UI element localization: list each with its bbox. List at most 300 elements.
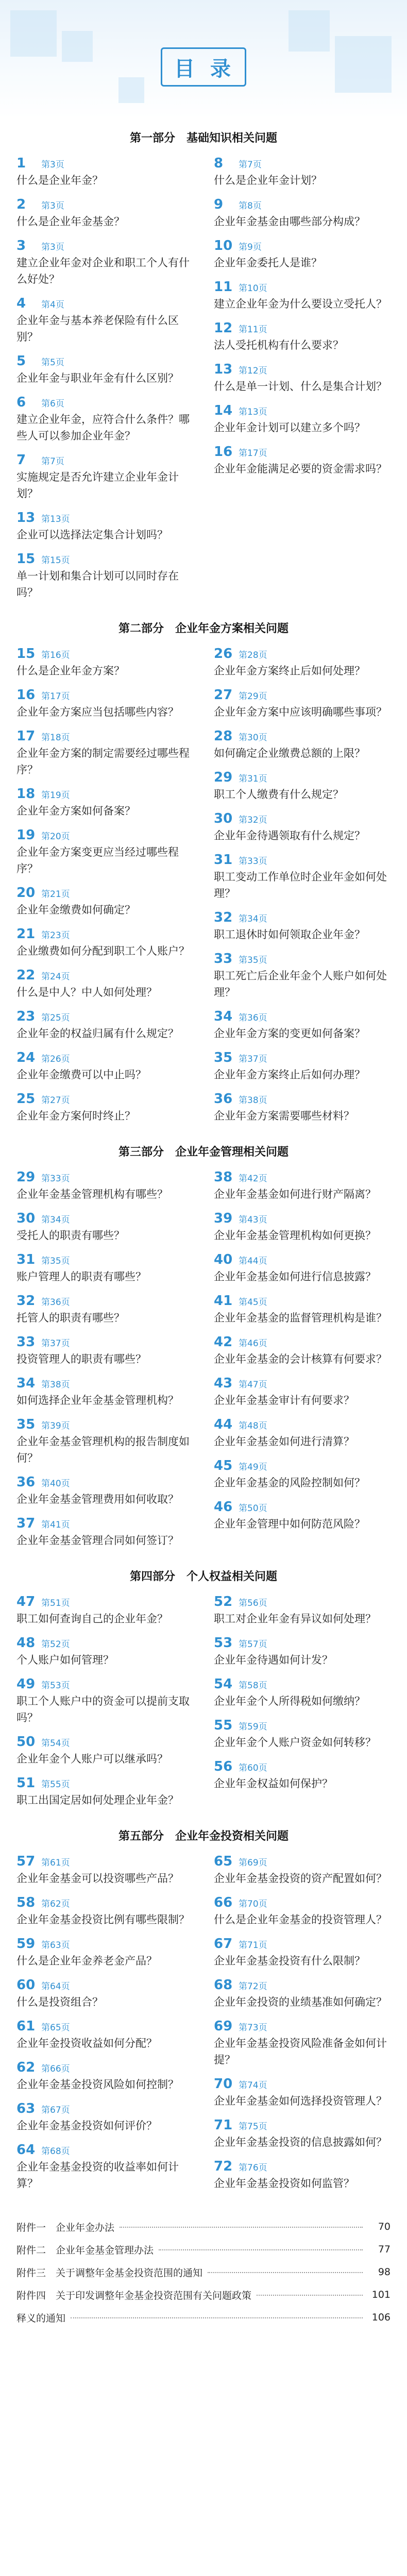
- question-text: 企业缴费如何分配到职工个人账户？: [16, 945, 190, 957]
- toc-item[interactable]: [214, 811, 391, 844]
- question-text: 企业年金投资的业绩基准如何确定？: [214, 1996, 387, 2008]
- toc-item[interactable]: [16, 2019, 193, 2052]
- appendix-item[interactable]: [16, 2238, 391, 2261]
- question-number: 24: [16, 1050, 36, 1065]
- toc-item[interactable]: [214, 1635, 391, 1668]
- question-text: 企业年金基金投资的资产配置如何？: [214, 1872, 387, 1885]
- toc-item-header: [214, 1718, 391, 1733]
- page-reference: 第63页: [41, 1940, 70, 1951]
- leader-dots: [208, 2272, 363, 2273]
- question-text: 企业年金方案终止后如何办理？: [214, 1069, 365, 1081]
- header-banner: [0, 0, 407, 118]
- appendix-item[interactable]: [16, 2215, 391, 2238]
- question-number: 57: [16, 1854, 36, 1869]
- toc-item[interactable]: [214, 444, 391, 477]
- toc-item[interactable]: [16, 1211, 193, 1244]
- question-text: 企业年金待遇如何计发？: [214, 1654, 333, 1666]
- toc-item[interactable]: [16, 786, 193, 819]
- toc-item-header: [16, 2060, 193, 2075]
- toc-item[interactable]: [214, 728, 391, 761]
- toc-item-header: [214, 1211, 391, 1226]
- toc-item[interactable]: [214, 1334, 391, 1367]
- question-number: 31: [214, 852, 233, 868]
- appendix-item[interactable]: [16, 2306, 391, 2329]
- question-number: 5: [16, 353, 26, 369]
- question-text: 企业年金基金管理费用如何收取？: [16, 1493, 179, 1505]
- page-reference: 第3页: [41, 160, 64, 170]
- toc-item[interactable]: [214, 1594, 391, 1627]
- page-reference: 第37页: [239, 1054, 267, 1064]
- toc-item[interactable]: [16, 1895, 193, 1928]
- question-number: 29: [214, 770, 233, 785]
- question-text: 企业年金基金管理合同如何签订？: [16, 1534, 179, 1547]
- toc-item[interactable]: [16, 926, 193, 959]
- toc-item-header: [16, 1734, 193, 1750]
- toc-item[interactable]: [16, 1775, 193, 1808]
- toc-item-header: [214, 1676, 391, 1692]
- toc-item-header: [16, 1475, 193, 1490]
- toc-item[interactable]: [16, 1676, 193, 1726]
- toc-item[interactable]: [16, 885, 193, 918]
- toc-item[interactable]: [16, 296, 193, 345]
- question-number: 72: [214, 2159, 233, 2174]
- toc-item[interactable]: [16, 827, 193, 877]
- toc-item[interactable]: [16, 968, 193, 1001]
- question-number: 15: [16, 551, 36, 567]
- toc-item[interactable]: [214, 2159, 391, 2192]
- question-number: 65: [214, 1854, 233, 1869]
- question-text: 企业年金基金投资如何评价？: [16, 2120, 157, 2132]
- question-text: 企业年金基金投资风险如何控制？: [16, 2078, 179, 2091]
- toc-item[interactable]: [214, 1050, 391, 1083]
- question-text: 企业年金基金由哪些部分构成？: [214, 215, 365, 228]
- toc-item[interactable]: [214, 687, 391, 720]
- page-reference: 第30页: [239, 733, 267, 743]
- page-reference: 第34页: [41, 1215, 70, 1225]
- toc-item[interactable]: [214, 1293, 391, 1326]
- question-text: 企业年金方案应当包括哪些内容？: [16, 706, 179, 718]
- question-text: 账户管理人的职责有哪些？: [16, 1270, 146, 1283]
- section-grid: [0, 1854, 407, 2200]
- toc-item[interactable]: [16, 1009, 193, 1042]
- question-text: 企业年金的权益归属有什么规定？: [16, 1027, 179, 1040]
- toc-item[interactable]: [16, 1977, 193, 2010]
- toc-item[interactable]: [214, 197, 391, 230]
- page-reference: 第3页: [41, 242, 64, 252]
- decor-square: [289, 10, 330, 52]
- question-number: 3: [16, 238, 26, 253]
- toc-item-header: [214, 2117, 391, 2133]
- question-text: 什么是企业年金养老金产品？: [16, 1955, 157, 1967]
- toc-item-header: [16, 786, 193, 802]
- question-number: 54: [214, 1676, 233, 1692]
- question-number: 33: [214, 951, 233, 967]
- question-text: 企业年金权益如何保护？: [214, 1777, 333, 1790]
- question-text: 企业年金基金审计有何要求？: [214, 1394, 354, 1406]
- toc-item[interactable]: [214, 852, 391, 902]
- toc-item[interactable]: [214, 1759, 391, 1792]
- page-reference: 第71页: [239, 1940, 267, 1951]
- toc-item[interactable]: [214, 1977, 391, 2010]
- question-text: 职工如何查询自己的企业年金？: [16, 1613, 168, 1625]
- question-number: 8: [214, 156, 224, 171]
- page-reference: 第11页: [239, 325, 267, 335]
- toc-item[interactable]: [214, 279, 391, 312]
- toc-item-header: [16, 1977, 193, 1993]
- question-text: 企业年金待遇领取有什么规定？: [214, 829, 365, 842]
- section-grid: [0, 156, 407, 609]
- question-text: 职工死亡后企业年金个人账户如何处理？: [214, 970, 387, 998]
- question-text: 企业年金方案如何备案？: [16, 805, 135, 817]
- toc-item[interactable]: [16, 646, 193, 679]
- page-reference: 第17页: [239, 448, 267, 459]
- toc-item[interactable]: [16, 156, 193, 189]
- question-text: 企业年金基金管理机构的报告制度如何？: [16, 1435, 190, 1464]
- toc-item[interactable]: [16, 238, 193, 287]
- page-reference: 第55页: [41, 1780, 70, 1790]
- toc-item[interactable]: [16, 1050, 193, 1083]
- toc-item[interactable]: [16, 2060, 193, 2093]
- question-text: 企业年金基金可以投资哪些产品？: [16, 1872, 179, 1885]
- page-reference: 第10页: [239, 283, 267, 294]
- question-number: 27: [214, 687, 233, 703]
- question-text: 企业年金基金如何选择投资管理人？: [214, 2095, 387, 2107]
- toc-item-header: [16, 827, 193, 843]
- page-reference: 第21页: [41, 889, 70, 900]
- question-text: 建立企业年金为什么要设立受托人？: [214, 298, 387, 310]
- toc-item[interactable]: [214, 1458, 391, 1491]
- toc-item-header: [214, 362, 391, 377]
- toc-item-header: [214, 1635, 391, 1651]
- question-number: 11: [214, 279, 233, 295]
- toc-item[interactable]: [16, 1170, 193, 1202]
- question-number: 34: [16, 1376, 36, 1391]
- appendix-label: 附件一 企业年金办法: [16, 2222, 115, 2233]
- question-text: 实施规定是否允许建立企业年金计划？: [16, 471, 179, 500]
- page-reference: 第4页: [41, 300, 64, 310]
- toc-item-header: [214, 1417, 391, 1432]
- toc-item[interactable]: [16, 452, 193, 502]
- page-reference: 第42页: [239, 1174, 267, 1184]
- toc-item-header: [16, 2019, 193, 2034]
- question-text: 企业年金与职业年金有什么区别？: [16, 372, 179, 384]
- toc-item-header: [214, 238, 391, 253]
- question-text: 如何确定企业缴费总额的上限？: [214, 747, 365, 759]
- question-text: 企业年金基金如何进行清算？: [214, 1435, 354, 1448]
- toc-item[interactable]: [214, 1211, 391, 1244]
- page-reference: 第51页: [41, 1598, 70, 1608]
- question-text: 企业年金委托人是谁？: [214, 257, 322, 269]
- page-reference: 第3页: [41, 201, 64, 211]
- toc-item[interactable]: [16, 1635, 193, 1668]
- question-number: 17: [16, 728, 36, 744]
- toc-item-header: [16, 1895, 193, 1910]
- question-number: 61: [16, 2019, 36, 2034]
- toc-item[interactable]: [214, 1499, 391, 1532]
- page-reference: 第20页: [41, 832, 70, 842]
- toc-item[interactable]: [16, 2101, 193, 2134]
- toc-item-header: [16, 197, 193, 212]
- page-reference: 第74页: [239, 2080, 267, 2091]
- toc-item-header: [16, 1376, 193, 1391]
- question-text: 企业年金管理中如何防范风险？: [214, 1518, 365, 1530]
- toc-item[interactable]: [16, 1854, 193, 1887]
- toc-item-header: [214, 1759, 391, 1774]
- toc-item[interactable]: [16, 1516, 193, 1549]
- toc-item[interactable]: [214, 2076, 391, 2109]
- toc-item-header: [214, 1091, 391, 1107]
- question-text: 企业年金基金管理机构如何更换？: [214, 1229, 376, 1242]
- question-text: 企业年金缴费可以中止吗？: [16, 1069, 146, 1081]
- toc-item[interactable]: [214, 646, 391, 679]
- toc-item-header: [16, 551, 193, 567]
- toc-item[interactable]: [16, 1091, 193, 1124]
- toc-item-header: [16, 1594, 193, 1609]
- question-number: 32: [16, 1293, 36, 1309]
- toc-item[interactable]: [214, 1718, 391, 1751]
- toc-item[interactable]: [16, 1417, 193, 1466]
- question-number: 14: [214, 403, 233, 418]
- toc-item-header: [214, 1050, 391, 1065]
- question-number: 46: [214, 1499, 233, 1515]
- question-text: 职工对企业年金有异议如何处理？: [214, 1613, 376, 1625]
- toc-item[interactable]: [16, 1594, 193, 1627]
- question-number: 18: [16, 786, 36, 802]
- page-reference: 第49页: [239, 1462, 267, 1472]
- toc-item[interactable]: [16, 510, 193, 543]
- section-header: 第二部分 企业年金方案相关问题: [118, 622, 289, 635]
- toc-item[interactable]: [16, 1376, 193, 1409]
- toc-item-header: [16, 1170, 193, 1185]
- appendix-label: 附件三 关于调整年金基金投资范围的通知: [16, 2267, 203, 2279]
- toc-item[interactable]: [214, 362, 391, 395]
- page-reference: 第75页: [239, 2122, 267, 2132]
- page-reference: 第31页: [239, 774, 267, 784]
- page-reference: 第17页: [41, 691, 70, 702]
- toc-item-header: [16, 926, 193, 942]
- page-reference: 第34页: [239, 914, 267, 924]
- toc-item[interactable]: [214, 1009, 391, 1042]
- right-column: [214, 1170, 391, 1557]
- question-text: 什么是单一计划、什么是集合计划？: [214, 380, 387, 393]
- toc-item-header: [16, 885, 193, 901]
- toc-item-header: [214, 2076, 391, 2092]
- page-reference: 第56页: [239, 1598, 267, 1608]
- question-number: 50: [16, 1734, 36, 1750]
- toc-item-header: [16, 1676, 193, 1692]
- toc-item[interactable]: [214, 951, 391, 1001]
- toc-item-header: [214, 197, 391, 212]
- toc-item[interactable]: [214, 403, 391, 436]
- page-reference: 第45页: [239, 1297, 267, 1308]
- page-reference: 第68页: [41, 2146, 70, 2157]
- toc-item-header: [214, 646, 391, 662]
- toc-item-header: [16, 646, 193, 662]
- toc-item-header: [214, 1009, 391, 1024]
- page-reference: 第15页: [41, 555, 70, 566]
- question-text: 职工出国定居如何处理企业年金？: [16, 1794, 179, 1806]
- toc-item-header: [214, 910, 391, 925]
- page-reference: 第47页: [239, 1380, 267, 1390]
- question-number: 35: [214, 1050, 233, 1065]
- page-reference: 第32页: [239, 815, 267, 825]
- right-column: [214, 1594, 391, 1817]
- toc-item[interactable]: [214, 320, 391, 353]
- toc-item[interactable]: [16, 395, 193, 444]
- toc-item[interactable]: [16, 687, 193, 720]
- page-reference: 第52页: [41, 1639, 70, 1650]
- toc-item[interactable]: [214, 2019, 391, 2068]
- toc-item[interactable]: [214, 1376, 391, 1409]
- question-text: 什么是中人？中人如何处理？: [16, 986, 157, 998]
- question-text: 个人账户如何管理？: [16, 1654, 114, 1666]
- question-text: 企业年金投资收益如何分配？: [16, 2037, 157, 2049]
- left-column: [16, 646, 193, 1132]
- right-column: [214, 646, 391, 1132]
- question-number: 62: [16, 2060, 36, 2075]
- question-text: 什么是企业年金计划？: [214, 174, 322, 187]
- question-number: 69: [214, 2019, 233, 2034]
- question-number: 22: [16, 968, 36, 983]
- page-reference: 第23页: [41, 930, 70, 941]
- page-reference: 第65页: [41, 2023, 70, 2033]
- page-reference: 第57页: [239, 1639, 267, 1650]
- toc-item-header: [214, 1594, 391, 1609]
- toc-item[interactable]: [16, 1252, 193, 1285]
- page-reference: 第66页: [41, 2064, 70, 2074]
- section-header: 第三部分 企业年金管理相关问题: [118, 1145, 289, 1159]
- question-number: 41: [214, 1293, 233, 1309]
- toc-item[interactable]: [214, 910, 391, 943]
- left-column: [16, 1854, 193, 2200]
- page-reference: 第7页: [41, 456, 64, 467]
- leader-dots: [159, 2249, 363, 2250]
- appendix-item[interactable]: [16, 2261, 391, 2283]
- toc-item[interactable]: [16, 728, 193, 778]
- question-text: 如何选择企业年金基金管理机构？: [16, 1394, 179, 1406]
- question-number: 2: [16, 197, 26, 212]
- page-reference: 第38页: [41, 1380, 70, 1390]
- toc-item-header: [214, 1854, 391, 1869]
- toc-item[interactable]: [16, 1936, 193, 1969]
- question-text: 建立企业年金对企业和职工个人有什么好处？: [16, 257, 190, 285]
- page-reference: 第69页: [239, 1858, 267, 1868]
- toc-item[interactable]: [16, 1293, 193, 1326]
- page-reference: 第16页: [41, 650, 70, 660]
- question-number: 35: [16, 1417, 36, 1432]
- section-grid: [0, 1170, 407, 1557]
- question-number: 60: [16, 1977, 36, 1993]
- appendix-list: [16, 2215, 391, 2329]
- question-number: 29: [16, 1170, 36, 1185]
- toc-item[interactable]: [16, 1475, 193, 1507]
- question-text: 什么是企业年金基金？: [16, 215, 125, 228]
- toc-item[interactable]: [16, 551, 193, 601]
- toc-item[interactable]: [16, 1734, 193, 1767]
- leader-dots: [257, 2294, 363, 2296]
- question-text: 职工个人缴费有什么规定？: [214, 788, 344, 801]
- question-text: 什么是投资组合？: [16, 1996, 103, 2008]
- toc-item[interactable]: [16, 2142, 193, 2192]
- toc-item[interactable]: [214, 1252, 391, 1285]
- appendix-page: 98: [378, 2266, 391, 2278]
- question-number: 44: [214, 1417, 233, 1432]
- question-number: 71: [214, 2117, 233, 2133]
- question-text: 企业年金缴费如何确定？: [16, 904, 135, 916]
- right-column: [214, 1854, 391, 2200]
- page-reference: 第54页: [41, 1738, 70, 1749]
- appendix-page: 70: [378, 2221, 391, 2232]
- page-reference: 第60页: [239, 1763, 267, 1773]
- toc-item[interactable]: [214, 1676, 391, 1709]
- question-number: 32: [214, 910, 233, 925]
- toc-item-header: [214, 2159, 391, 2174]
- left-column: [16, 1170, 193, 1557]
- question-number: 13: [214, 362, 233, 377]
- toc-item-header: [214, 951, 391, 967]
- page-reference: 第24页: [41, 972, 70, 982]
- page-reference: 第5页: [41, 358, 64, 368]
- toc-item[interactable]: [214, 770, 391, 803]
- question-number: 30: [214, 811, 233, 826]
- toc-item[interactable]: [214, 1417, 391, 1450]
- appendix-page: 101: [371, 2289, 391, 2300]
- title-char-2: 录: [210, 57, 233, 81]
- toc-item[interactable]: [214, 1895, 391, 1928]
- toc-item[interactable]: [214, 2117, 391, 2150]
- question-number: 39: [214, 1211, 233, 1226]
- page-reference: 第18页: [41, 733, 70, 743]
- question-number: 58: [16, 1895, 36, 1910]
- question-text: 企业年金方案中应该明确哪些事项？: [214, 706, 387, 718]
- toc-item[interactable]: [214, 1854, 391, 1887]
- question-text: 企业年金基金投资的收益率如何计算？: [16, 2161, 179, 2190]
- toc-item-header: [214, 1376, 391, 1391]
- question-text: 法人受托机构有什么要求？: [214, 339, 344, 351]
- question-text: 企业年金基金投资的信息披露如何？: [214, 2136, 387, 2148]
- toc-item[interactable]: [214, 1170, 391, 1202]
- question-number: 68: [214, 1977, 233, 1993]
- question-number: 30: [16, 1211, 36, 1226]
- question-number: 31: [16, 1252, 36, 1267]
- appendix-item[interactable]: [16, 2283, 391, 2306]
- question-text: 企业年金基金投资如何监管？: [214, 2177, 354, 2190]
- toc-title: [161, 47, 246, 87]
- toc-item[interactable]: [16, 1334, 193, 1367]
- question-text: 企业年金能满足必要的资金需求吗？: [214, 463, 387, 475]
- page-reference: 第9页: [239, 242, 262, 252]
- toc-item-header: [214, 1895, 391, 1910]
- toc-item[interactable]: [214, 238, 391, 271]
- toc-item[interactable]: [214, 1936, 391, 1969]
- toc-item[interactable]: [214, 1091, 391, 1124]
- question-number: 1: [16, 156, 26, 171]
- question-text: 企业年金方案的变更如何备案？: [214, 1027, 365, 1040]
- question-text: 企业年金计划可以建立多个吗？: [214, 421, 365, 434]
- page-reference: 第61页: [41, 1858, 70, 1868]
- question-number: 63: [16, 2101, 36, 2116]
- page-reference: 第29页: [239, 691, 267, 702]
- question-number: 26: [214, 646, 233, 662]
- toc-item[interactable]: [16, 353, 193, 386]
- toc-item[interactable]: [214, 156, 391, 189]
- toc-item-header: [16, 1050, 193, 1065]
- question-text: 职工变动工作单位时企业年金如何处理？: [214, 871, 387, 900]
- page-reference: 第73页: [239, 2023, 267, 2033]
- toc-item[interactable]: [16, 197, 193, 230]
- page-reference: 第70页: [239, 1899, 267, 1909]
- question-number: 66: [214, 1895, 233, 1910]
